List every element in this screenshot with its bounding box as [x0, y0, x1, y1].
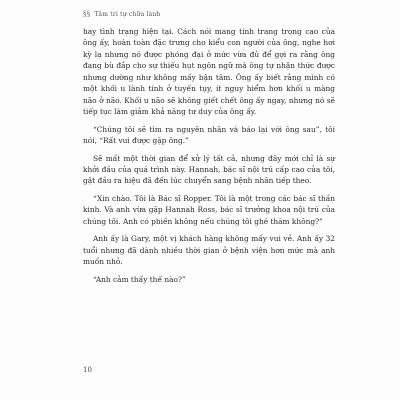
paragraph-6: “Anh cảm thấy thế nào?”	[93, 274, 186, 284]
ornament-icon: §§	[83, 10, 91, 18]
running-head-title: Tâm trí tự chữa lành	[94, 10, 161, 18]
paragraph-2: “Chúng tôi sẽ tìm ra nguyên nhân và báo lại với ông sau”, tôi nói, “Rất vui được gặp ông.”	[83, 124, 335, 146]
body-text	[83, 26, 335, 285]
page-number: 10	[83, 366, 92, 374]
running-head	[83, 10, 161, 18]
paragraph-4: “Xin chào. Tôi là Bác sĩ Ropper. Tôi là một trong các bác sĩ thần kinh. Và anh vừa gặp Hannah Ross, bác sĩ trưởng khoa nội trú của chúng tôi. Anh có phiền không nếu chúng tôi ghé thăm không?”	[83, 193, 335, 226]
paragraph-3: Sẽ mất một thời gian để xử lý tất cả, nhưng đây mới chỉ là sự khởi đầu của quá trình này. Hannah, bác sĩ nội trú cấp cao của tôi, gật đầu ra hiệu đã đến lúc chuyển sang bệnh nhân tiếp theo.	[83, 153, 335, 186]
paragraph-1: hay tình trạng hiện tại. Cách nói mang tính trang trọng cao của ông ấy, hoàn toàn đặc trưng cho kiểu con người của ông, nghe hơi kỳ lạ nhưng nó được phóng đại ở mức vừa đủ để gợi ra rằng ông đang bù đắp cho sự thiếu hụt ngôn ngữ mà ông tự nhận thức được nhưng dường như không mấy bận tâm. Ông ấy biết rằng mình có một khối u lành tính ở tuyến tụy, ít nguy hiểm hơn khối u màng não ở não. Khối u não sẽ không giết chết ông ấy ngay, nhưng nó sẽ tiếp tục làm giảm khả năng tư duy của ông ấy.	[83, 27, 335, 117]
paragraph-5: Anh ấy là Gary, một vị khách hàng không mấy vui vẻ. Anh ấy 32 tuổi nhưng đã dành nhiều thời gian ở bệnh viện hơn mức mà anh muốn nhỏ.	[83, 234, 335, 267]
